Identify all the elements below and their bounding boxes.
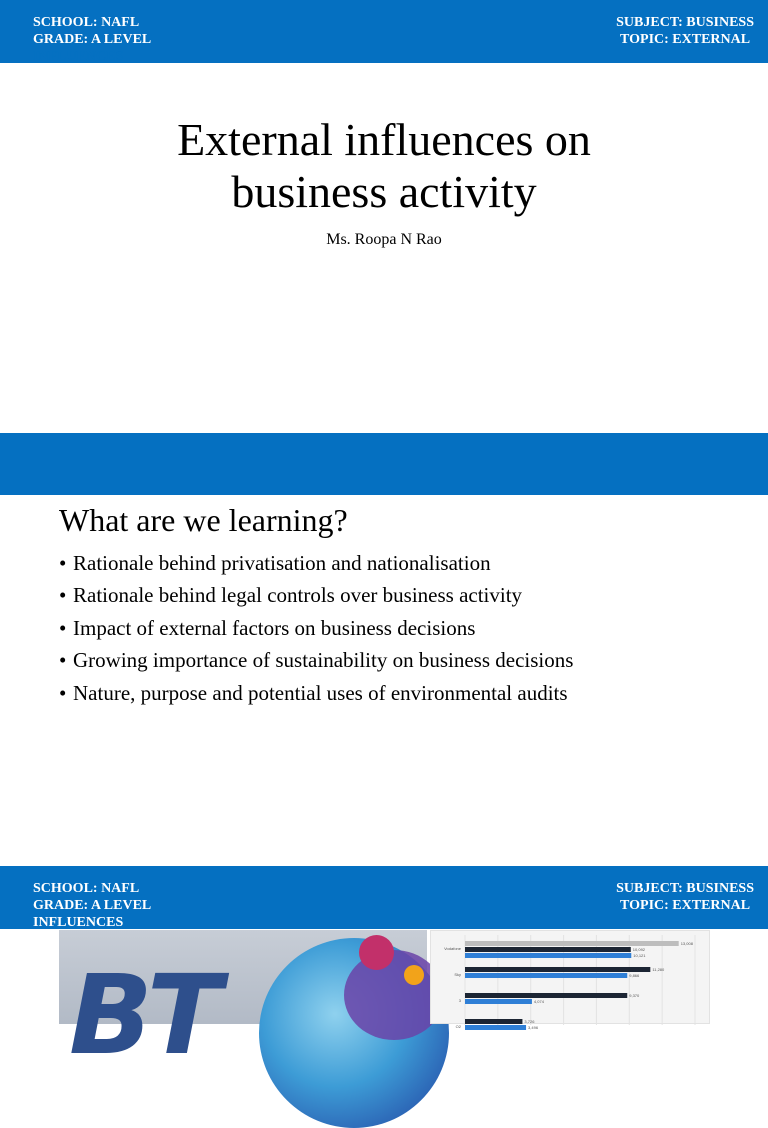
- bullet-text: Growing importance of sustainability on business decisions: [73, 648, 574, 673]
- chart-category-label: Sky: [454, 972, 461, 977]
- header-subject: SUBJECT: BUSINESS: [616, 881, 754, 896]
- list-item: [59, 579, 573, 611]
- header-subject: SUBJECT: BUSINESS: [616, 15, 754, 30]
- header-school: SCHOOL: NAFL: [33, 881, 140, 896]
- chart-category-label: O2: [455, 1024, 461, 1029]
- chart-category-label: Vodafone: [444, 946, 461, 951]
- list-item: [59, 677, 573, 709]
- list-item: [59, 612, 573, 644]
- bar-chart-svg: [431, 931, 711, 1030]
- chart-bar: [465, 999, 532, 1004]
- header-left: [33, 14, 151, 48]
- bt-swirl-dot: [404, 965, 424, 985]
- slide-2-header-band: [0, 433, 768, 495]
- chart-category-label: 3: [458, 998, 461, 1003]
- list-item: [59, 547, 573, 579]
- bullet-text: Rationale behind legal controls over business activity: [73, 583, 523, 608]
- chart-bar: [465, 973, 627, 978]
- chart-data-label: 10,092: [632, 947, 646, 952]
- header-topic: TOPIC: EXTERNAL: [620, 32, 751, 47]
- learning-objectives-list: [59, 547, 573, 709]
- chart-data-label: 13,008: [680, 941, 693, 946]
- bt-swirl-shape: [344, 950, 444, 1040]
- slide-1-author: Ms. Roopa N Rao: [326, 231, 442, 248]
- chart-bar: [465, 967, 650, 972]
- header-school: SCHOOL: NAFL: [33, 15, 140, 30]
- header-grade: GRADE: A LEVEL: [33, 32, 152, 47]
- header-right: [616, 880, 754, 914]
- slide-3-header-band: [0, 866, 768, 929]
- header-influences-overflow: INFLUENCES: [33, 49, 124, 64]
- bullet-text: Nature, purpose and potential uses of environmental audits: [73, 680, 568, 705]
- chart-bar: [465, 941, 679, 946]
- chart-data-label: 11,280: [652, 967, 665, 972]
- slide-2-heading: What are we learning?: [59, 502, 348, 538]
- chart-data-label: 3,496: [528, 1025, 539, 1030]
- bt-logo-text: BT: [69, 951, 216, 1079]
- list-item: [59, 644, 573, 676]
- bt-logo-photo: [59, 930, 427, 1079]
- bullet-text: Impact of external factors on business decisions: [73, 615, 476, 640]
- header-left: [33, 880, 151, 931]
- chart-bar: [465, 953, 631, 958]
- chart-data-label: 3,726: [524, 1019, 535, 1024]
- chart-data-label: 9,370: [629, 993, 640, 998]
- bt-swirl-dot: [359, 935, 394, 970]
- chart-bar: [465, 1025, 526, 1030]
- bullet-icon: •: [59, 615, 67, 640]
- header-grade: GRADE: A LEVEL: [33, 898, 152, 913]
- title-line-1: External influences on: [177, 114, 591, 165]
- header-influences: INFLUENCES: [33, 915, 124, 930]
- header-topic: TOPIC: EXTERNAL: [620, 898, 751, 913]
- chart-bar: [465, 947, 631, 952]
- bullet-icon: •: [59, 551, 67, 575]
- bullet-icon: •: [59, 680, 67, 705]
- bullet-icon: •: [59, 583, 67, 608]
- slide-1-title: [0, 114, 768, 218]
- chart-bar: [465, 1019, 522, 1024]
- subscriber-bar-chart: [430, 930, 710, 1030]
- chart-bar: [465, 993, 627, 998]
- header-right: [616, 14, 754, 48]
- chart-data-label: 9,866: [629, 973, 640, 978]
- chart-data-label: 10,121: [633, 953, 646, 958]
- chart-data-label: 4,074: [533, 999, 544, 1004]
- bullet-icon: •: [59, 648, 67, 673]
- bullet-text: Rationale behind privatisation and nationalisation: [73, 551, 491, 575]
- title-line-2: business activity: [231, 166, 537, 217]
